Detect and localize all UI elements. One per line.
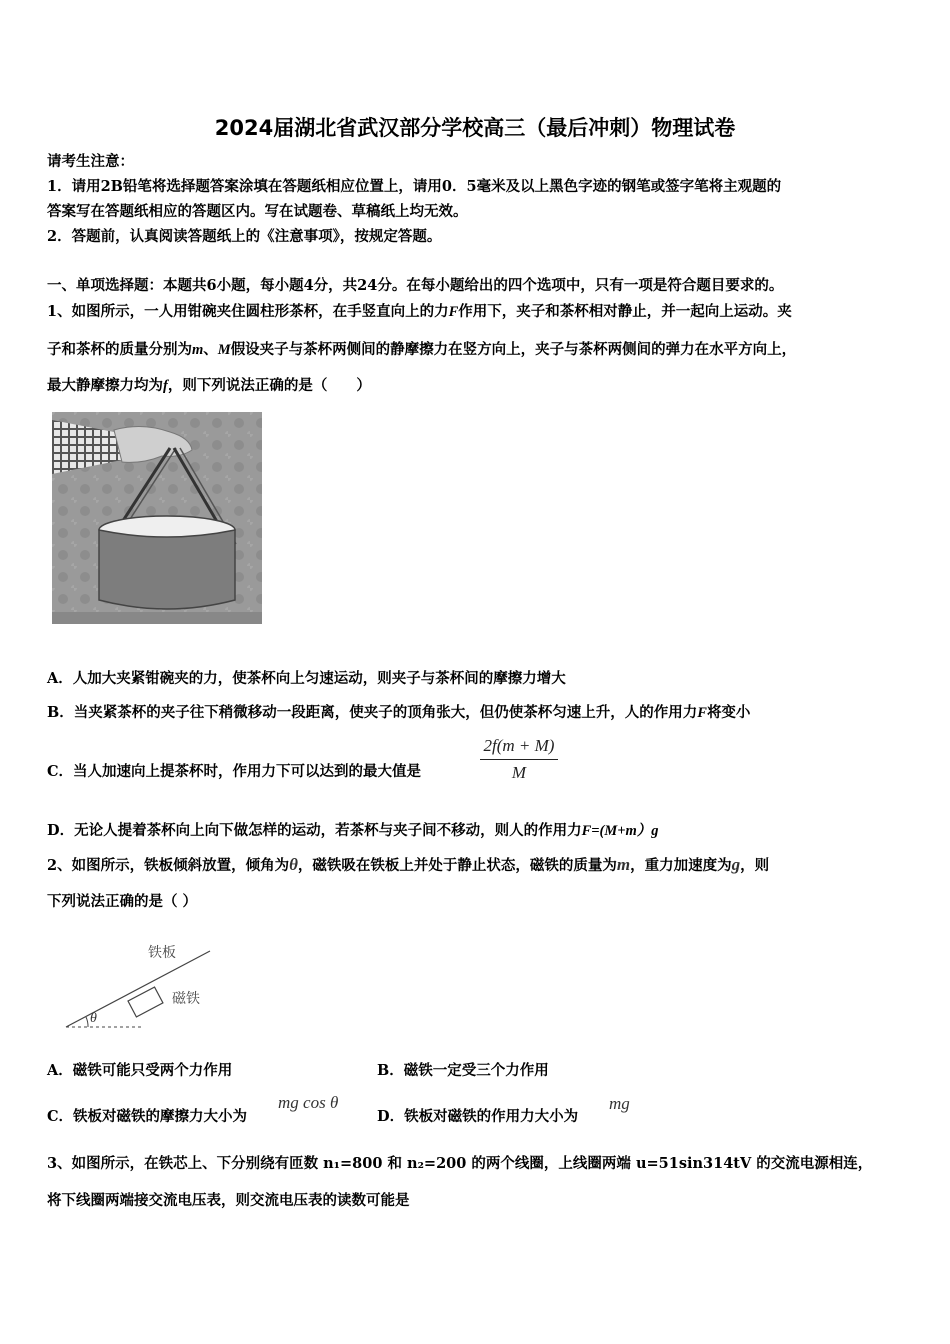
q2-option-a: A．磁铁可能只受两个力作用 xyxy=(47,1062,233,1079)
section-1-heading: 一、单项选择题：本题共6小题，每小题4分，共24分。在每小题给出的四个选项中，只有一项是符合题目要求的。 xyxy=(47,277,784,294)
notice-item-1-line-1: 1．请用2B铅笔将选择题答案涂填在答题纸相应位置上，请用0．5毫米及以上黑色字迹的钢笔或签字笔将主观题的 xyxy=(47,178,782,195)
q1-line-2 xyxy=(47,340,796,360)
notice-heading: 请考生注意： xyxy=(47,153,134,170)
q2-incline-diagram xyxy=(60,938,230,1033)
magnet-label: 磁铁 xyxy=(172,991,200,1007)
q2-option-d-formula: mg xyxy=(609,1094,630,1113)
iron-plate-label: 铁板 xyxy=(148,945,176,961)
q1-line-1-text-a: 1、如图所示，一人用钳碗夹住圆柱形茶杯，在手竖直向上的力 xyxy=(47,303,449,320)
q2-option-d: D．铁板对磁铁的作用力大小为 xyxy=(377,1108,579,1125)
q1-option-d-formula: F=(M+m）g xyxy=(581,823,659,839)
q2-option-b: B．磁铁一定受三个力作用 xyxy=(377,1062,549,1079)
q2-option-c: C．铁板对磁铁的摩擦力大小为 xyxy=(47,1108,248,1125)
q1-line-1 xyxy=(47,302,792,322)
q3-line-1: 3、如图所示，在铁芯上、下分别绕有匝数 n₁=800 和 n₂=200 的两个线圈，上线圈两端 u=51sin314tV 的交流电源相连， xyxy=(47,1155,873,1172)
q1-line-2-text-b: 假设夹子与茶杯两侧间的静摩擦力在竖方向上，夹子与茶杯两侧间的弹力在水平方向上， xyxy=(230,341,797,358)
q1-option-c: C．当人加速向上提茶杯时，作用力下可以达到的最大值是 xyxy=(47,763,422,780)
q1-line-1-text-b: 作用下，夹子和茶杯相对静止，并一起向上运动。夹 xyxy=(458,303,792,320)
q2-mass-symbol: m xyxy=(616,855,631,874)
q1-line-2-text-a: 子和茶杯的质量分别为 xyxy=(47,341,192,358)
q1-separator: 、 xyxy=(203,341,218,358)
q2-line-1-text-a: 2、如图所示，铁板倾斜放置，倾角为 xyxy=(47,857,290,874)
fraction-denominator: M xyxy=(511,763,527,782)
q1-option-b xyxy=(47,703,750,723)
q1-teacup-photo xyxy=(52,412,262,624)
diagram-theta-label: θ xyxy=(90,1011,97,1026)
fraction-numerator: 2f(m + M) xyxy=(483,736,555,755)
q2-theta-symbol: θ xyxy=(289,855,298,874)
q2-line-1-text-b: ，磁铁吸在铁板上并处于静止状态，磁铁的质量为 xyxy=(297,857,617,874)
q3-line-2: 将下线圈两端接交流电压表，则交流电压表的读数可能是 xyxy=(47,1192,410,1209)
notice-item-1-line-2: 答案写在答题纸相应的答题区内。写在试题卷、草稿纸上均无效。 xyxy=(47,203,468,220)
fraction-bar xyxy=(480,759,558,760)
q1-option-a: A．人加大夹紧钳碗夹的力，使茶杯向上匀速运动，则夹子与茶杯间的摩擦力增大 xyxy=(47,670,566,687)
q2-line-1-text-c: ，重力加速度为 xyxy=(630,857,732,874)
q1-mass-m: m xyxy=(192,342,204,358)
q1-line-3-text-a: 最大静摩擦力均为 xyxy=(47,377,163,394)
q1-friction-f: f xyxy=(163,378,168,394)
q2-option-c-formula: mg cos θ xyxy=(278,1093,339,1112)
q2-line-2: 下列说法正确的是（ ） xyxy=(47,893,198,910)
cup-body xyxy=(99,530,235,609)
q1-option-b-force: F xyxy=(697,705,707,721)
page-title: 2024届湖北省武汉部分学校高三（最后冲刺）物理试卷 xyxy=(214,116,736,140)
q1-option-c-fraction xyxy=(480,736,558,783)
q2-line-1-text-d: ，则 xyxy=(740,857,770,874)
q1-option-b-text-a: B．当夹紧茶杯的夹子往下稍微移动一段距离，使夹子的顶角张大，但仍使茶杯匀速上升，人的作用力 xyxy=(47,704,698,721)
angle-arc xyxy=(86,1017,88,1027)
q1-line-3 xyxy=(47,376,371,396)
q2-line-1 xyxy=(47,855,769,876)
q1-line-3-text-b: ，则下列说法正确的是（ ） xyxy=(167,377,371,394)
q1-option-b-text-b: 将变小 xyxy=(706,704,751,721)
q1-force-symbol: F xyxy=(448,304,459,320)
q1-mass-M: M xyxy=(217,342,231,358)
q1-option-d xyxy=(47,821,659,841)
q1-option-d-text-a: D．无论人提着茶杯向上向下做怎样的运动，若茶杯与夹子间不移动，则人的作用力 xyxy=(47,822,582,839)
notice-item-2: 2．答题前，认真阅读答题纸上的《注意事项》，按规定答题。 xyxy=(47,228,442,245)
q2-gravity-symbol: g xyxy=(731,855,741,874)
